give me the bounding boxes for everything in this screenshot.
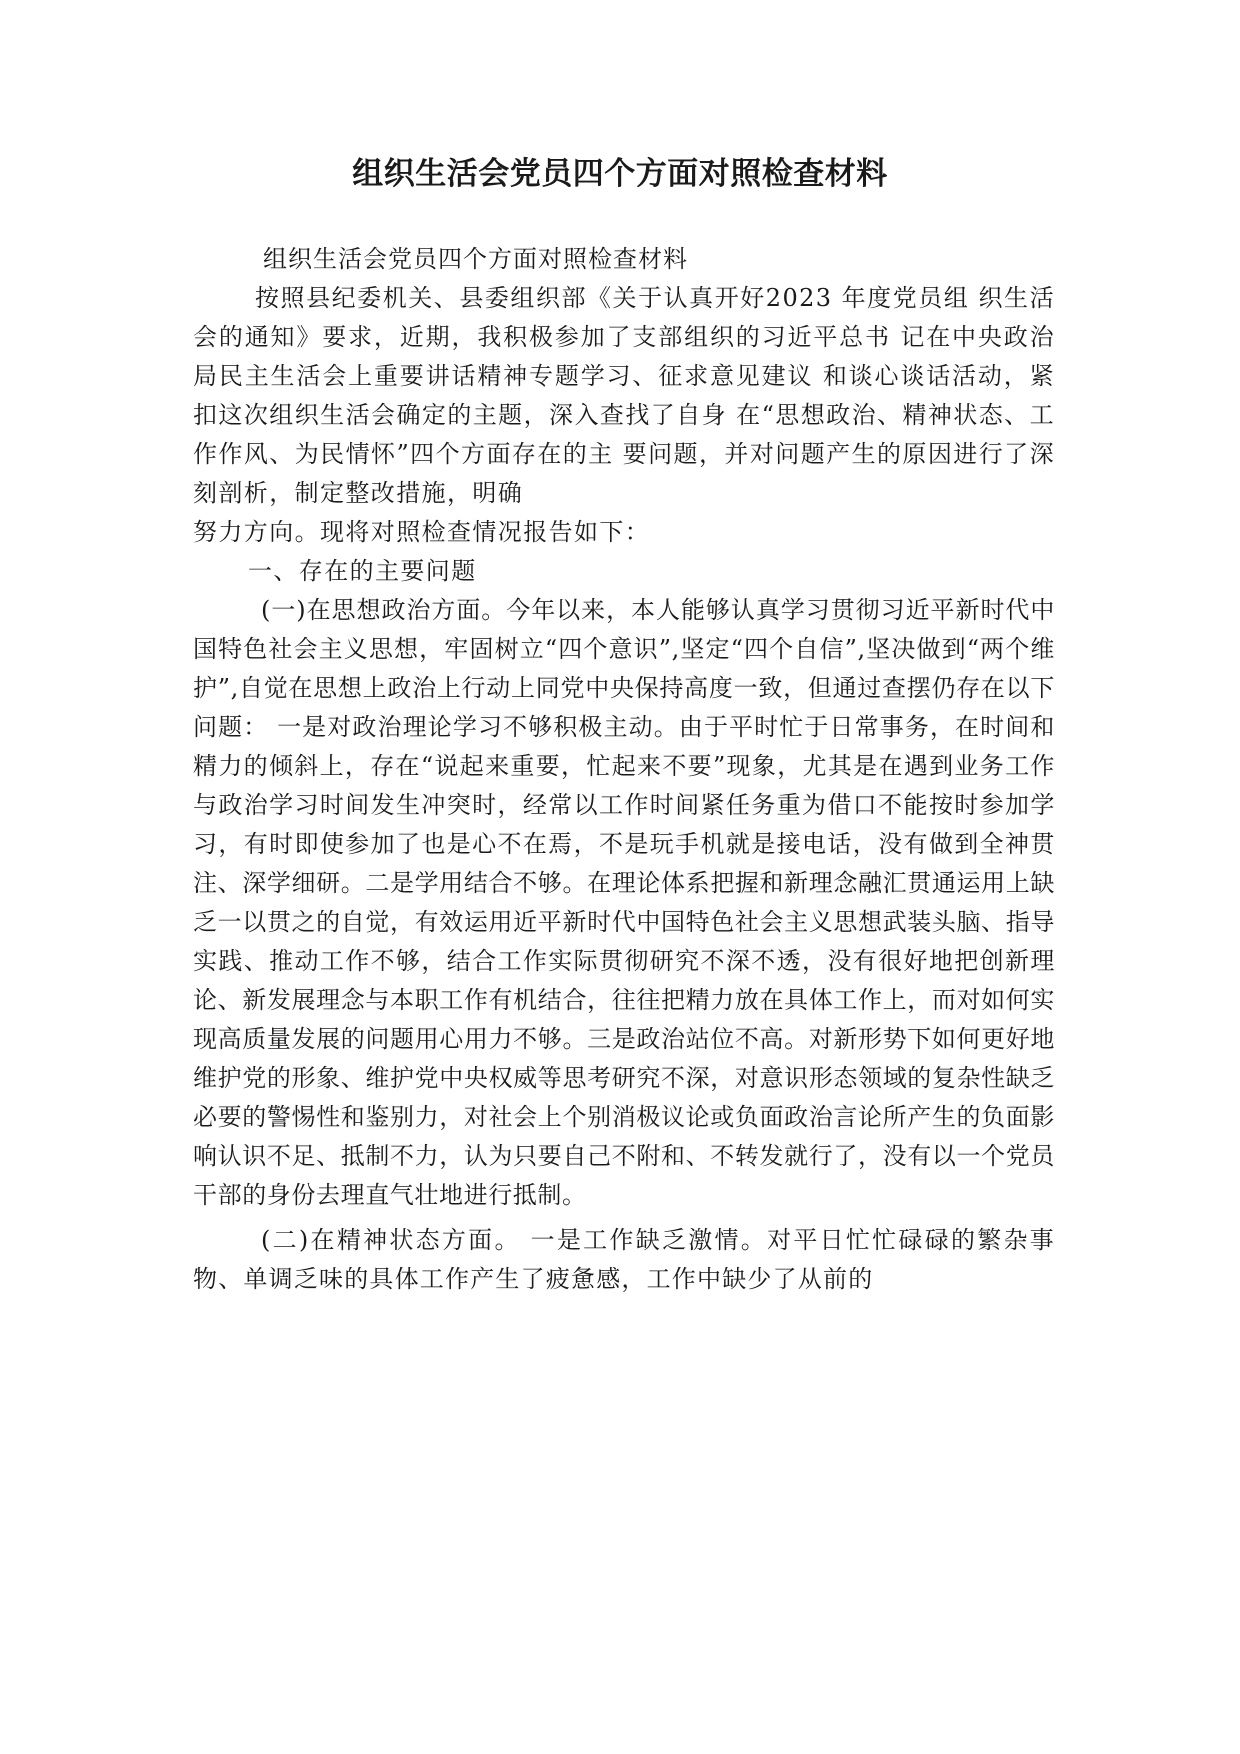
document-title: 组织生活会党员四个方面对照检查材料 (352, 156, 888, 192)
intro-paragraph-tail: 努力方向。现将对照检查情况报告如下： (193, 518, 651, 546)
document-subtitle: 组织生活会党员四个方面对照检查材料 (263, 245, 688, 273)
document-body (193, 240, 1055, 1299)
paragraph-political: (一)在思想政治方面。今年以来，本人能够认真学习贯彻习近平新时代中国特色社会主义思想，牢固树立“四个意识”,坚定“四个自信”,坚决做到“两个维护”,自觉在思想上政治上行动上同党中央保持高度一致，但通过查摆仍存在以下问题： 一是对政治理论学习不够积极主动。由于平时忙于日常事务，在时间和精力的倾斜上，存在“说起来重要，忙起来不要”现象，尤其是在遇到业务工作与政治学习时间发生冲突时，经常以工作时间紧任务重为借口不能按时参加学习，有时即使参加了也是心不在焉，不是玩手机就是接电话，没有做到全神贯注、深学细研。二是学用结合不够。在理论体系把握和新理念融汇贯通运用上缺乏一以贯之的自觉，有效运用近平新时代中国特色社会主义思想武装头脑、指导实践、推动工作不够，结合工作实际贯彻研究不深不透，没有很好地把创新理论、新发展理念与本职工作有机结合，往往把精力放在具体工作上，而对如何实现高质量发展的问题用心用力不够。三是政治站位不高。对新形势下如何更好地维护党的形象、维护党中央权威等思考研究不深，对意识形态领域的复杂性缺乏必要的警惕性和鉴别力，对社会上个别消极议论或负面政治言论所产生的负面影响认识不足、抵制不力，认为只要自己不附和、不转发就行了，没有以一个党员干部的身份去理直气壮地进行抵制。 (193, 596, 1055, 1209)
paragraph-spirit: (二)在精神状态方面。 一是工作缺乏激情。对平日忙忙碌碌的繁杂事物、单调乏味的具体工作产生了疲惫感，工作中缺少了从前的 (193, 1226, 1055, 1293)
section-heading: 一、存在的主要问题 (248, 557, 477, 585)
intro-paragraph: 按照县纪委机关、县委组织部《关于认真开好2023 年度党员组 织生活会的通知》要求，近期，我积极参加了支部组织的习近平总书 记在中央政治局民主生活会上重要讲话精神专题学习、征求意见建议 和谈心谈话活动，紧扣这次组织生活会确定的主题，深入查找了自身 在“思想政治、精神状态、工作作风、为民情怀”四个方面存在的主 要问题，并对问题产生的原因进行了深刻剖析，制定整改措施，明确 (193, 284, 1055, 507)
